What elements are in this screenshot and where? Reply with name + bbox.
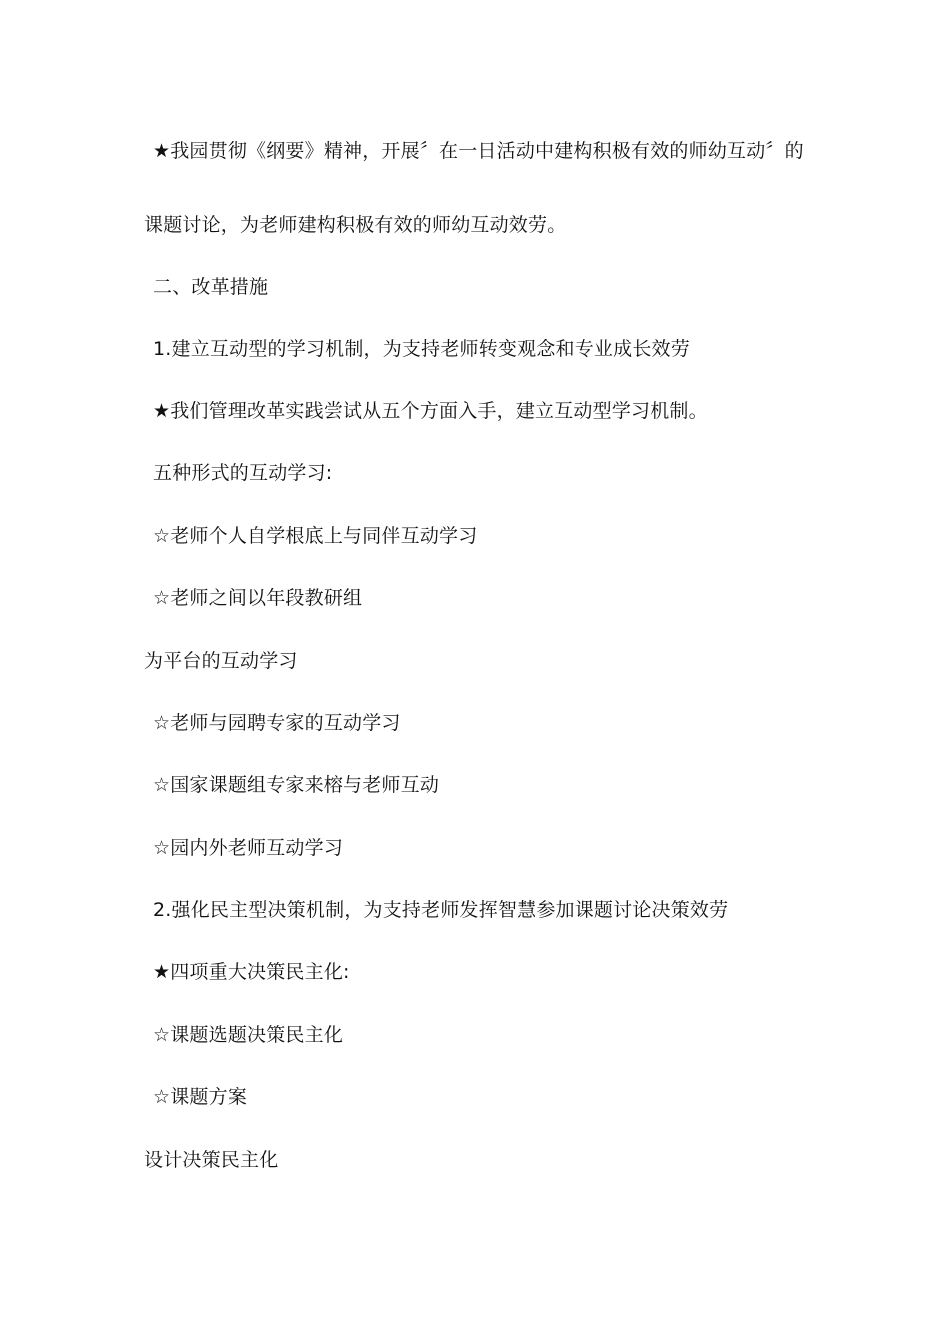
list-item: ☆课题选题决策民主化 bbox=[153, 1024, 344, 1046]
paragraph-line: ★我园贯彻《纲要》精神，开展〞在一日活动中建构积极有效的师幼互动〞的 bbox=[153, 140, 804, 162]
list-item: ☆老师与园聘专家的互动学习 bbox=[153, 712, 401, 734]
subsection-heading: 2.强化民主型决策机制，为支持老师发挥智慧参加课题讨论决策效劳 bbox=[153, 899, 729, 921]
list-item-continuation: 设计决策民主化 bbox=[144, 1149, 279, 1171]
paragraph-line: ★我们管理改革实践尝试从五个方面入手，建立互动型学习机制。 bbox=[153, 400, 708, 422]
list-item: ☆园内外老师互动学习 bbox=[153, 837, 344, 859]
list-item: ☆老师之间以年段教研组 bbox=[153, 587, 363, 609]
list-heading: ★四项重大决策民主化: bbox=[153, 961, 350, 983]
list-item: ☆国家课题组专家来榕与老师互动 bbox=[153, 774, 440, 796]
paragraph-line: 课题讨论，为老师建构积极有效的师幼互动效劳。 bbox=[144, 214, 567, 236]
list-item: ☆老师个人自学根底上与同伴互动学习 bbox=[153, 525, 478, 547]
list-item-continuation: 为平台的互动学习 bbox=[144, 650, 298, 672]
section-heading: 二、改革措施 bbox=[153, 276, 269, 298]
subsection-heading: 1.建立互动型的学习机制，为支持老师转变观念和专业成长效劳 bbox=[153, 338, 690, 360]
list-item: ☆课题方案 bbox=[153, 1086, 248, 1108]
list-heading: 五种形式的互动学习: bbox=[153, 462, 333, 484]
